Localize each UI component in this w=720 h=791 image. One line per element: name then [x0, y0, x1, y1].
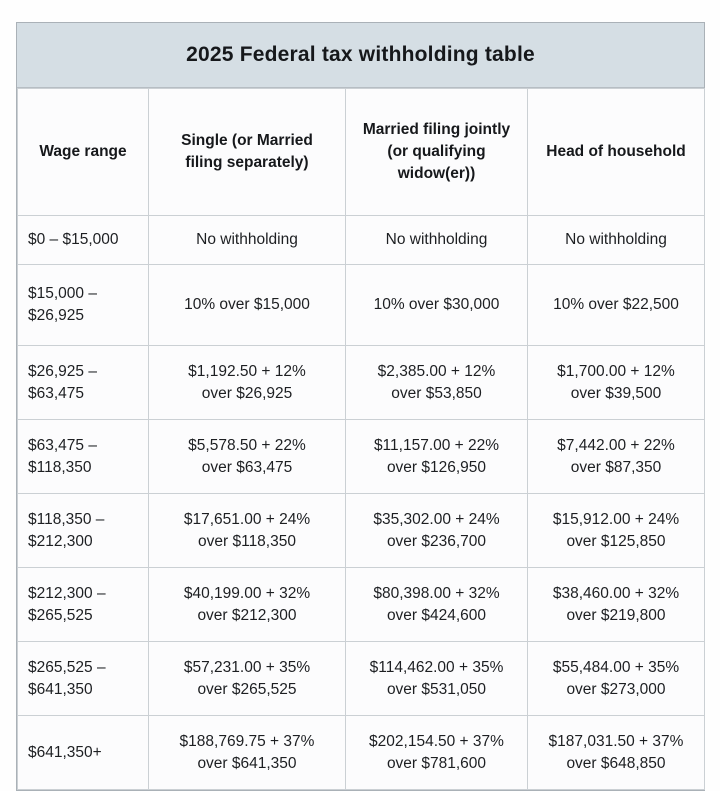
- column-header-married-filing-jointly: [346, 89, 528, 216]
- cell-line: over $26,925: [201, 384, 293, 402]
- head-of-household-withholding-cell: [528, 420, 705, 494]
- cell-line: over $781,600: [386, 754, 487, 772]
- table-row: [18, 265, 705, 346]
- cell-line: $202,154.50 + 37%: [369, 732, 504, 750]
- head-of-household-withholding-cell: [528, 494, 705, 568]
- cell-line: No withholding: [565, 231, 667, 248]
- cell-line: $38,460.00 + 32%: [552, 584, 680, 602]
- cell-line: over $641,350: [197, 754, 297, 772]
- married-jointly-withholding-cell: [346, 346, 528, 420]
- table-row: [18, 494, 705, 568]
- single-withholding-cell: [149, 346, 346, 420]
- cell-line: $7,442.00 + 22%: [557, 436, 675, 454]
- table-row: [18, 642, 705, 716]
- header-row: [18, 89, 705, 216]
- cell-line: over $212,300: [197, 606, 297, 624]
- cell-line: 10% over $30,000: [373, 296, 500, 313]
- cell-line: $40,199.00 + 32%: [183, 584, 311, 602]
- column-header-single: [149, 89, 346, 216]
- cell-line: over $63,475: [201, 458, 293, 476]
- cell-line: $1,700.00 + 12%: [557, 362, 675, 380]
- cell-line: 10% over $15,000: [184, 296, 310, 313]
- cell-line: over $87,350: [570, 458, 662, 476]
- cell-line: $187,031.50 + 37%: [548, 732, 684, 750]
- wage-range-cell: $0 – $15,000: [18, 216, 149, 265]
- wage-range-cell: $212,300 – $265,525: [18, 568, 149, 642]
- column-header-wage-range: [18, 89, 149, 216]
- married-jointly-withholding-cell: [346, 265, 528, 346]
- cell-line: $1,192.50 + 12%: [188, 362, 306, 380]
- cell-line: over $53,850: [391, 384, 482, 402]
- married-jointly-withholding-cell: [346, 494, 528, 568]
- wage-range-cell: $265,525 – $641,350: [18, 642, 149, 716]
- single-withholding-cell: [149, 265, 346, 346]
- cell-line: $55,484.00 + 35%: [552, 658, 680, 676]
- married-jointly-withholding-cell: [346, 642, 528, 716]
- cell-line: $2,385.00 + 12%: [377, 362, 496, 380]
- wage-range-cell: $26,925 – $63,475: [18, 346, 149, 420]
- single-withholding-cell: [149, 568, 346, 642]
- cell-line: over $265,525: [197, 680, 297, 698]
- cell-line: No withholding: [385, 231, 488, 248]
- table-row: [18, 716, 705, 790]
- single-withholding-cell: [149, 642, 346, 716]
- married-jointly-withholding-cell: [346, 420, 528, 494]
- cell-line: $5,578.50 + 22%: [188, 436, 306, 454]
- cell-line: $35,302.00 + 24%: [373, 510, 500, 528]
- wage-range-cell: $641,350+: [18, 716, 149, 790]
- cell-line: over $531,050: [386, 680, 487, 698]
- cell-line: 10% over $22,500: [553, 296, 679, 313]
- head-of-household-withholding-cell: [528, 265, 705, 346]
- single-withholding-cell: [149, 716, 346, 790]
- table-row: [18, 420, 705, 494]
- cell-line: over $236,700: [386, 532, 487, 550]
- cell-line: over $125,850: [566, 532, 666, 550]
- table-row: [18, 346, 705, 420]
- cell-line: over $424,600: [386, 606, 487, 624]
- cell-line: over $648,850: [566, 754, 666, 772]
- married-jointly-withholding-cell: [346, 216, 528, 265]
- table-header: [18, 89, 705, 216]
- table-row: [18, 216, 705, 265]
- head-of-household-withholding-cell: [528, 216, 705, 265]
- head-of-household-withholding-cell: [528, 716, 705, 790]
- cell-line: over $273,000: [566, 680, 666, 698]
- table-body: [18, 216, 705, 790]
- header-label: filing separately): [185, 154, 309, 171]
- head-of-household-withholding-cell: [528, 346, 705, 420]
- table-row: [18, 568, 705, 642]
- cell-line: over $126,950: [386, 458, 487, 476]
- tax-withholding-table: [17, 88, 705, 790]
- married-jointly-withholding-cell: [346, 568, 528, 642]
- header-label: Head of household: [546, 143, 686, 160]
- single-withholding-cell: [149, 494, 346, 568]
- married-jointly-withholding-cell: [346, 716, 528, 790]
- header-label: Wage range: [39, 143, 127, 160]
- wage-range-cell: $118,350 – $212,300: [18, 494, 149, 568]
- cell-line: $17,651.00 + 24%: [183, 510, 311, 528]
- head-of-household-withholding-cell: [528, 568, 705, 642]
- head-of-household-withholding-cell: [528, 642, 705, 716]
- wage-range-cell: $63,475 – $118,350: [18, 420, 149, 494]
- cell-line: over $118,350: [198, 532, 296, 550]
- table-title: 2025 Federal tax withholding table: [17, 23, 704, 88]
- header-label: Married filing jointly: [362, 121, 511, 138]
- header-label: widow(er)): [397, 165, 476, 182]
- cell-line: $188,769.75 + 37%: [179, 732, 315, 750]
- cell-line: $57,231.00 + 35%: [183, 658, 311, 676]
- cell-line: $80,398.00 + 32%: [373, 584, 500, 602]
- header-label: Single (or Married: [181, 132, 313, 149]
- single-withholding-cell: [149, 420, 346, 494]
- cell-line: over $219,800: [566, 606, 666, 624]
- cell-line: $114,462.00 + 35%: [369, 658, 504, 676]
- cell-line: $11,157.00 + 22%: [373, 436, 500, 454]
- cell-line: over $39,500: [570, 384, 662, 402]
- cell-line: $15,912.00 + 24%: [552, 510, 680, 528]
- tax-withholding-table-card: [16, 22, 705, 791]
- wage-range-cell: $15,000 – $26,925: [18, 265, 149, 346]
- column-header-head-of-household: [528, 89, 705, 216]
- cell-line: No withholding: [196, 231, 298, 248]
- single-withholding-cell: [149, 216, 346, 265]
- header-label: (or qualifying: [387, 143, 486, 160]
